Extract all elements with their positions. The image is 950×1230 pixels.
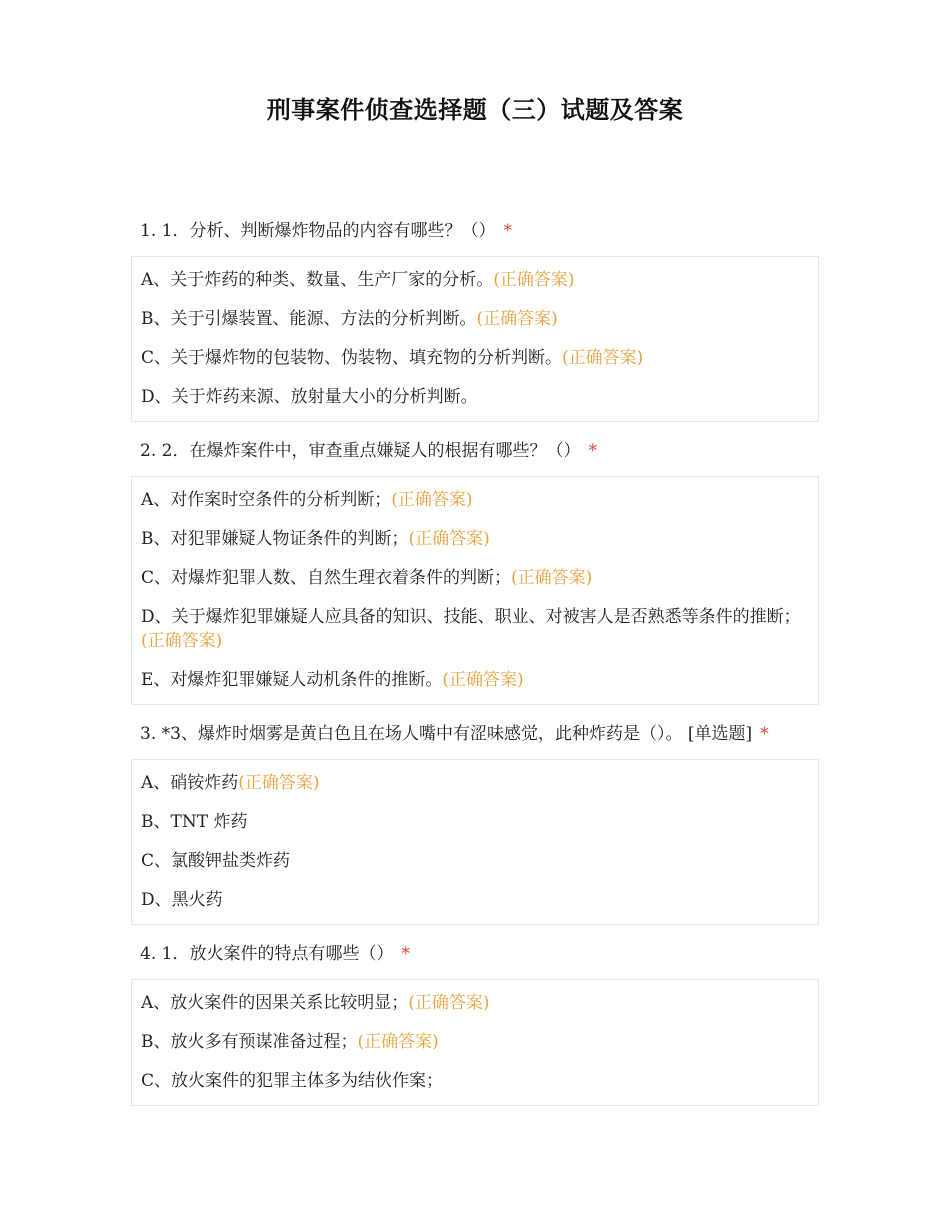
option-item[interactable] [132,1062,818,1101]
options-box [131,476,819,705]
page-title: 刑事案件侦查选择题（三）试题及答案 [266,96,684,124]
option-text: C、关于爆炸物的包装物、伪装物、填充物的分析判断。 [141,348,563,368]
option-text: A、放火案件的因果关系比较明显； [141,993,409,1013]
correct-answer-tag: (正确答案) [442,670,524,690]
required-mark: * [401,944,410,964]
question-label: 4. 1．放火案件的特点有哪些（） [140,944,394,964]
option-item[interactable] [132,661,818,700]
required-mark: * [588,441,597,461]
option-item[interactable] [132,881,818,920]
option-item[interactable] [132,520,818,559]
required-mark: * [760,724,769,744]
option-item[interactable] [132,300,818,339]
correct-answer-tag: (正确答案) [141,631,223,651]
option-item[interactable] [132,984,818,1023]
question-text [131,939,819,969]
correct-answer-tag: (正确答案) [391,490,473,510]
correct-answer-tag: (正确答案) [511,568,593,588]
question-block [131,719,819,925]
option-item[interactable] [132,1023,818,1062]
correct-answer-tag: (正确答案) [238,773,320,793]
question-block [131,939,819,1106]
option-text: C、放火案件的犯罪主体多为结伙作案； [141,1071,444,1091]
option-text: B、放火多有预谋准备过程； [141,1032,358,1052]
option-item[interactable] [132,481,818,520]
correct-answer-tag: (正确答案) [408,529,490,549]
correct-answer-tag: (正确答案) [493,270,575,290]
required-mark: * [503,221,512,241]
option-item[interactable] [132,803,818,842]
option-text: D、关于炸药来源、放射量大小的分析判断。 [141,387,478,407]
options-box [131,759,819,925]
option-text: B、关于引爆装置、能源、方法的分析判断。 [141,309,477,329]
question-list [131,216,819,1120]
options-box [131,979,819,1106]
correct-answer-tag: (正确答案) [357,1032,439,1052]
question-label: 3. *3、爆炸时烟雾是黄白色且在场人嘴中有涩味感觉，此种炸药是（）。 [单选题] [140,724,753,744]
option-item[interactable] [132,559,818,598]
option-text: E、对爆炸犯罪嫌疑人动机条件的推断。 [141,670,443,690]
question-text [131,719,819,749]
question-block [131,216,819,422]
option-item[interactable] [132,378,818,417]
option-item[interactable] [132,842,818,881]
option-item[interactable] [132,339,818,378]
option-text: A、硝铵炸药 [141,773,239,793]
options-box [131,256,819,422]
question-text [131,436,819,466]
question-label: 2. 2．在爆炸案件中，审查重点嫌疑人的根据有哪些？（） [140,441,581,461]
option-text: A、对作案时空条件的分析判断； [141,490,392,510]
correct-answer-tag: (正确答案) [562,348,644,368]
option-item[interactable] [132,598,818,661]
option-item[interactable] [132,764,818,803]
question-block [131,436,819,705]
correct-answer-tag: (正确答案) [408,993,490,1013]
option-text: C、对爆炸犯罪人数、自然生理衣着条件的判断； [141,568,512,588]
correct-answer-tag: (正确答案) [476,309,558,329]
option-text: D、关于爆炸犯罪嫌疑人应具备的知识、技能、职业、对被害人是否熟悉等条件的推断； [141,607,801,627]
option-item[interactable] [132,261,818,300]
option-text: D、黑火药 [141,890,223,910]
option-text: C、氯酸钾盐类炸药 [141,851,291,871]
question-label: 1. 1．分析、判断爆炸物品的内容有哪些？（） [140,221,496,241]
question-text [131,216,819,246]
option-text: A、关于炸药的种类、数量、生产厂家的分析。 [141,270,494,290]
option-text: B、对犯罪嫌疑人物证条件的判断； [141,529,409,549]
option-text: B、TNT 炸药 [141,812,248,832]
